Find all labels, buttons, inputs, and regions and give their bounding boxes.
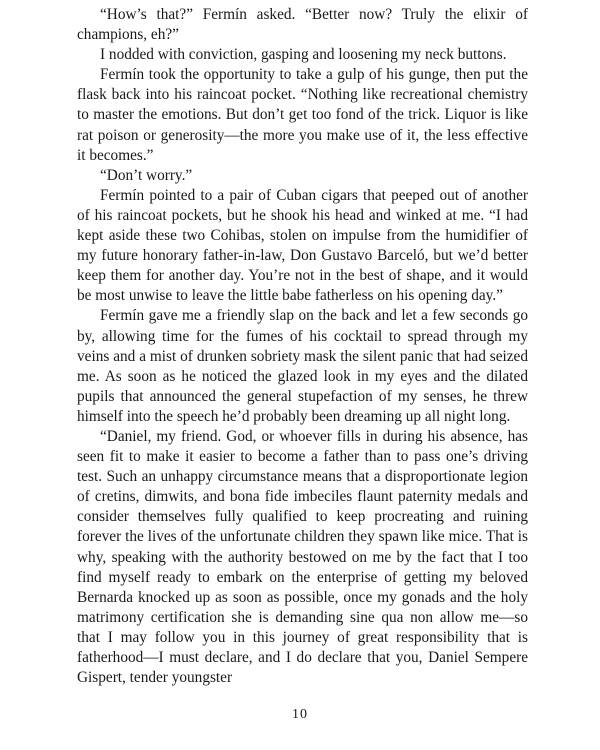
paragraph-2: I nodded with conviction, gasping and loosening my neck buttons. <box>100 46 507 64</box>
paragraph-6: Fermín gave me a friendly slap on the back and let a few seconds go by, allowing time for the fumes of his cocktail to spread through my veins and a mist of drunken sobriety mask the silent panic that had seized me. As soon as he noticed the glazed look in my eyes and the dilated pupils that announced the general stupefaction of my senses, he threw himself into the speech he’d probably been dreaming up all night long. <box>77 307 528 425</box>
paragraph-3: Fermín took the opportunity to take a gulp of his gunge, then put the flask back into his raincoat pocket. “Nothing like recreational chemistry to master the emotions. But don’t get too fond of the trick. Liquor is like rat poison or generosity—the more you make use of it, the less effective it becomes.” <box>77 66 528 164</box>
paragraph-4: “Don’t worry.” <box>100 166 193 184</box>
paragraph-1: “How’s that?” Fermín asked. “Better now? Truly the elixir of champions, eh?” <box>77 6 528 44</box>
page-number: 10 <box>292 707 308 722</box>
paragraph-7: “Daniel, my friend. God, or whoever fills in during his absence, has seen fit to make it easier to become a father than to pass one’s driving test. Such an unhappy circumstance means that a disproportionate legion of cretins, dimwits, and bona fide imbeciles flaunt paternity medals and consider themselves fully qualified to keep procreating and ruining forever the lives of the unfortunate children they spawn like mice. That is why, speaking with the authority bestowed on me by the fact that I too find myself ready to embark on the enterprise of getting my beloved Bernarda knocked up as soon as possible, once my gonads and the holy matrimony certification she is demanding sine qua non allow me—so that I may follow you in this journey of great responsibility that is fatherhood—I must declare, and I do declare that you, Daniel Sempere Gispert, tender youngster <box>77 427 528 687</box>
body-text <box>77 5 528 688</box>
paragraph-5: Fermín pointed to a pair of Cuban cigars that peeped out of another of his raincoat pockets, but he shook his head and winked at me. “I had kept aside these two Cohibas, stolen on impulse from the humidifier of my future honorary father-in-law, Don Gustavo Barceló, but we’d better keep them for another day. You’re not in the best of shape, and it would be most unwise to leave the little babe fatherless on his opening day.” <box>77 186 528 305</box>
